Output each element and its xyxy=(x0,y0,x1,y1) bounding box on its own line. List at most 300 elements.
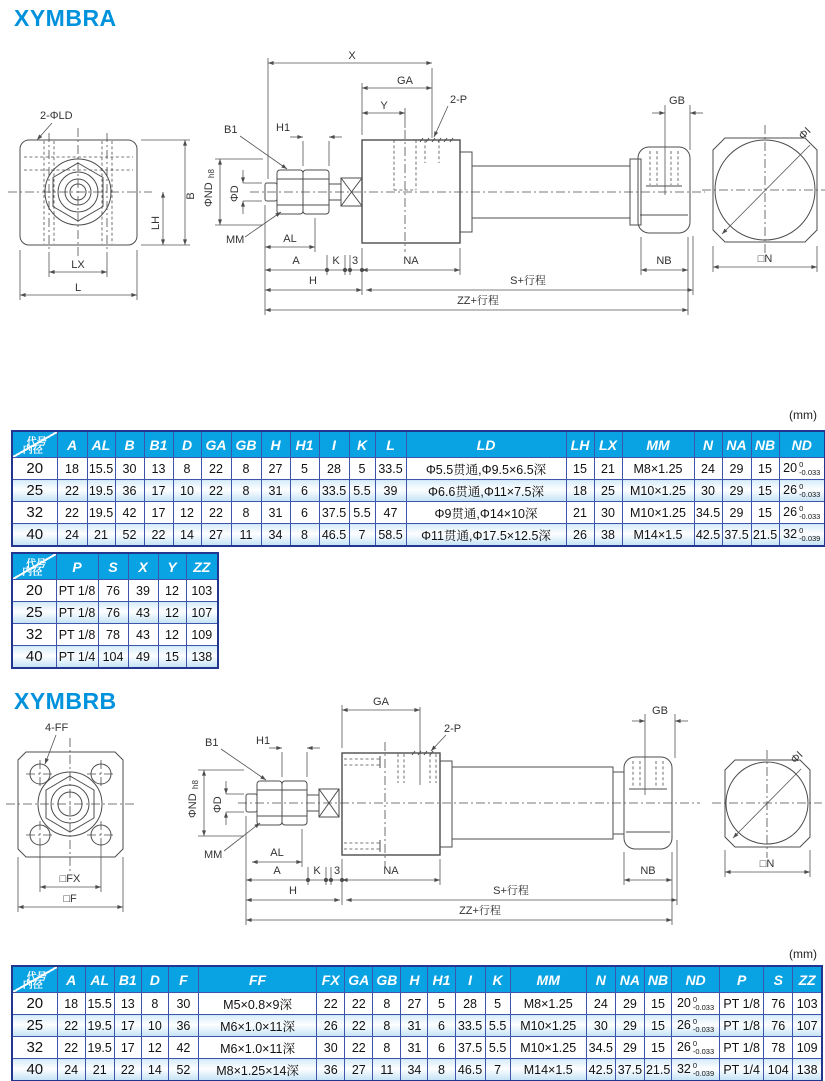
label-lh: LH xyxy=(150,215,162,231)
data-cell: 21 xyxy=(85,1059,114,1081)
data-cell: 15 xyxy=(751,502,779,524)
bore-size-cell: 20 xyxy=(12,993,57,1015)
technical-drawing-xymbra xyxy=(0,0,825,400)
data-cell: 12 xyxy=(173,502,201,524)
data-cell: 34.5 xyxy=(586,1037,615,1059)
data-cell: 33.5 xyxy=(455,1015,485,1037)
data-cell: 5 xyxy=(428,993,455,1015)
data-cell: 15.5 xyxy=(85,993,114,1015)
column-header: H xyxy=(401,966,428,993)
data-cell: 22 xyxy=(201,458,231,480)
data-cell: 52 xyxy=(168,1059,198,1081)
data-cell: 5 xyxy=(349,458,375,480)
label-ga: GA xyxy=(397,75,413,87)
data-cell: 104 xyxy=(764,1059,793,1081)
table-row xyxy=(12,502,825,524)
column-header: K xyxy=(485,966,510,993)
label-h8-b: h8 xyxy=(191,780,200,789)
data-cell: 17 xyxy=(144,480,173,502)
label-na: NA xyxy=(403,255,419,267)
data-cell: 78 xyxy=(764,1037,793,1059)
data-cell: 22 xyxy=(201,502,231,524)
data-cell: 52 xyxy=(115,524,144,547)
bore-size-cell: 32 xyxy=(12,502,57,524)
data-cell: 30 xyxy=(594,502,622,524)
table-corner-header: 代号 内径 xyxy=(12,553,56,580)
data-cell: 27 xyxy=(201,524,231,547)
data-cell: 76 xyxy=(764,993,793,1015)
label-lx: LX xyxy=(71,259,85,271)
data-cell: 27 xyxy=(261,458,290,480)
data-cell: 28 xyxy=(319,458,349,480)
column-header: AL xyxy=(85,966,114,993)
bore-size-cell: 20 xyxy=(12,458,57,480)
label-ga-b: GA xyxy=(373,696,389,708)
data-cell: M6×1.0×11深 xyxy=(198,1037,316,1059)
column-header: A xyxy=(57,966,85,993)
bore-size-cell: 25 xyxy=(12,602,56,624)
column-header: ZZ xyxy=(793,966,822,993)
data-cell: 17 xyxy=(114,1015,141,1037)
data-cell: Φ9贯通,Φ14×10深 xyxy=(406,502,566,524)
section-title-xymbra: XYMBRA xyxy=(14,5,117,31)
data-cell: 138 xyxy=(186,646,218,669)
data-cell: 15 xyxy=(751,480,779,502)
data-cell: M6×1.0×11深 xyxy=(198,1015,316,1037)
column-header: H1 xyxy=(428,966,455,993)
dimensions-table-xymbra xyxy=(11,430,825,547)
column-header: B1 xyxy=(144,431,173,458)
column-header: D xyxy=(141,966,168,993)
data-cell: 32 0 -0.039 xyxy=(779,524,825,547)
data-cell: 29 xyxy=(615,1037,644,1059)
data-cell: 26 xyxy=(566,524,594,547)
column-header: FF xyxy=(198,966,316,993)
data-cell: 43 xyxy=(128,602,158,624)
data-cell: 37.5 xyxy=(615,1059,644,1081)
column-header: D xyxy=(173,431,201,458)
data-cell: PT 1/8 xyxy=(720,993,764,1015)
bore-size-cell: 32 xyxy=(12,1037,57,1059)
data-cell: 28 xyxy=(455,993,485,1015)
label-3-b: 3 xyxy=(333,865,341,877)
data-cell: 19.5 xyxy=(87,480,115,502)
label-b: B xyxy=(185,192,197,200)
label-h1-b: H1 xyxy=(256,735,271,747)
label-2-p-b: 2-P xyxy=(444,723,462,735)
data-cell: 21.5 xyxy=(751,524,779,547)
side-view-b xyxy=(187,696,700,925)
label-a: A xyxy=(292,255,300,267)
end-view-b xyxy=(712,749,822,877)
data-cell: 43 xyxy=(128,624,158,646)
label-h1: H1 xyxy=(276,122,291,134)
data-cell: 27 xyxy=(345,1059,373,1081)
data-cell: 107 xyxy=(186,602,218,624)
data-cell: PT 1/4 xyxy=(720,1059,764,1081)
data-cell: 18 xyxy=(57,458,87,480)
label-phi-i-b: ΦI xyxy=(788,749,806,767)
data-cell: 12 xyxy=(158,602,186,624)
label-x: X xyxy=(348,50,356,62)
data-cell: 103 xyxy=(793,993,822,1015)
data-cell: 8 xyxy=(141,993,168,1015)
data-cell: 22 xyxy=(57,502,87,524)
label-a-b: A xyxy=(273,865,281,877)
data-cell: 14 xyxy=(173,524,201,547)
label-l: L xyxy=(74,282,82,294)
data-cell: 42 xyxy=(115,502,144,524)
data-cell: 18 xyxy=(57,993,85,1015)
column-header: GA xyxy=(201,431,231,458)
column-header: ZZ xyxy=(186,553,218,580)
data-cell: 42.5 xyxy=(586,1059,615,1081)
column-header: N xyxy=(694,431,722,458)
label-2-phi-ld: 2-ΦLD xyxy=(40,110,73,122)
column-header: ND xyxy=(779,431,825,458)
column-header: P xyxy=(720,966,764,993)
data-cell: 33.5 xyxy=(319,480,349,502)
data-cell: 20 0 -0.033 xyxy=(779,458,825,480)
data-cell: 21 xyxy=(566,502,594,524)
data-cell: 33.5 xyxy=(375,458,406,480)
label-2-p: 2-P xyxy=(450,94,468,106)
column-header: A xyxy=(57,431,87,458)
data-cell: 11 xyxy=(373,1059,401,1081)
data-cell: 31 xyxy=(261,480,290,502)
label-k: K xyxy=(332,255,340,267)
data-cell: 19.5 xyxy=(87,502,115,524)
data-cell: 8 xyxy=(173,458,201,480)
bore-size-cell: 40 xyxy=(12,524,57,547)
column-header: Y xyxy=(158,553,186,580)
column-header: NB xyxy=(644,966,671,993)
bore-size-cell: 32 xyxy=(12,624,56,646)
label-nb: NB xyxy=(656,255,672,267)
data-cell: 24 xyxy=(57,1059,85,1081)
table-row xyxy=(12,1037,822,1059)
data-cell: 76 xyxy=(98,602,128,624)
data-cell: 109 xyxy=(186,624,218,646)
data-cell: 21 xyxy=(594,458,622,480)
data-cell: 5.5 xyxy=(485,1037,510,1059)
data-cell: 13 xyxy=(114,993,141,1015)
data-cell: 39 xyxy=(375,480,406,502)
unit-label-b: (mm) xyxy=(789,947,817,961)
data-cell: 34.5 xyxy=(694,502,722,524)
label-square-fx: □FX xyxy=(59,873,81,885)
data-cell: 34 xyxy=(401,1059,428,1081)
table-row xyxy=(12,458,825,480)
data-cell: 21.5 xyxy=(644,1059,671,1081)
data-cell: 76 xyxy=(764,1015,793,1037)
data-cell: 22 xyxy=(144,524,173,547)
table-row xyxy=(12,524,825,547)
data-cell: 12 xyxy=(158,624,186,646)
label-phi-i: ΦI xyxy=(796,125,814,143)
data-cell: 8 xyxy=(428,1059,455,1081)
label-3: 3 xyxy=(351,255,359,267)
data-cell: 30 xyxy=(168,993,198,1015)
data-cell: 7 xyxy=(485,1059,510,1081)
label-gb-b: GB xyxy=(652,705,668,717)
data-cell: 18 xyxy=(566,480,594,502)
label-square-n-b: □N xyxy=(759,858,775,870)
data-cell: 30 xyxy=(317,1037,345,1059)
data-cell: 30 xyxy=(115,458,144,480)
label-al: AL xyxy=(283,233,297,245)
column-header: H xyxy=(261,431,290,458)
column-header: NA xyxy=(615,966,644,993)
data-cell: PT 1/8 xyxy=(720,1037,764,1059)
data-cell: 10 xyxy=(173,480,201,502)
data-cell: 6 xyxy=(428,1015,455,1037)
data-cell: 32 0 -0.039 xyxy=(672,1059,720,1081)
data-cell: 39 xyxy=(128,580,158,602)
data-cell: 42.5 xyxy=(694,524,722,547)
data-cell: 5.5 xyxy=(349,480,375,502)
column-header: AL xyxy=(87,431,115,458)
label-k-b: K xyxy=(313,865,321,877)
data-cell: 6 xyxy=(290,480,319,502)
data-cell: 29 xyxy=(722,502,751,524)
label-s-stroke-b: S+行程 xyxy=(493,885,529,897)
label-4-ff: 4-FF xyxy=(45,722,69,734)
unit-label-a: (mm) xyxy=(789,408,817,422)
data-cell: 26 0 -0.033 xyxy=(779,480,825,502)
label-zz-stroke: ZZ+行程 xyxy=(457,295,499,307)
column-header: FX xyxy=(317,966,345,993)
data-cell: 22 xyxy=(345,1015,373,1037)
data-cell: 30 xyxy=(694,480,722,502)
data-cell: 8 xyxy=(231,458,261,480)
data-cell: 12 xyxy=(158,580,186,602)
data-cell: 5 xyxy=(485,993,510,1015)
column-header: P xyxy=(56,553,98,580)
data-cell: 6 xyxy=(428,1037,455,1059)
data-cell: 49 xyxy=(128,646,158,669)
data-cell: PT 1/8 xyxy=(56,602,98,624)
data-cell: 29 xyxy=(615,993,644,1015)
table-row xyxy=(12,602,218,624)
data-cell: M10×1.25 xyxy=(510,1015,586,1037)
data-cell: 31 xyxy=(401,1015,428,1037)
data-cell: M14×1.5 xyxy=(510,1059,586,1081)
column-header: MM xyxy=(622,431,694,458)
data-cell: 22 xyxy=(57,480,87,502)
table-row xyxy=(12,580,218,602)
data-cell: 6 xyxy=(290,502,319,524)
dimensions-table-xymbrb xyxy=(11,965,823,1081)
data-cell: 25 xyxy=(594,480,622,502)
data-cell: 31 xyxy=(401,1037,428,1059)
data-cell: 24 xyxy=(586,993,615,1015)
data-cell: 22 xyxy=(345,993,373,1015)
column-header: GB xyxy=(231,431,261,458)
label-al-b: AL xyxy=(270,847,284,859)
column-header: NA xyxy=(722,431,751,458)
data-cell: 109 xyxy=(793,1037,822,1059)
column-header: LX xyxy=(594,431,622,458)
data-cell: 36 xyxy=(317,1059,345,1081)
technical-drawing-xymbrb xyxy=(0,680,825,942)
data-cell: 15 xyxy=(644,993,671,1015)
data-cell: 24 xyxy=(57,524,87,547)
data-cell: 37.5 xyxy=(455,1037,485,1059)
data-cell: 12 xyxy=(141,1037,168,1059)
data-cell: 8 xyxy=(373,993,401,1015)
data-cell: 8 xyxy=(373,1037,401,1059)
column-header: S xyxy=(98,553,128,580)
data-cell: 8 xyxy=(231,502,261,524)
data-cell: 15 xyxy=(644,1015,671,1037)
data-cell: 26 xyxy=(317,1015,345,1037)
data-cell: 47 xyxy=(375,502,406,524)
column-header: GB xyxy=(373,966,401,993)
label-gb: GB xyxy=(669,95,685,107)
label-na-b: NA xyxy=(383,865,399,877)
data-cell: 19.5 xyxy=(85,1037,114,1059)
table-row xyxy=(12,1059,822,1081)
data-cell: 11 xyxy=(231,524,261,547)
data-cell: 26 0 -0.033 xyxy=(779,502,825,524)
data-cell: PT 1/8 xyxy=(56,624,98,646)
data-cell: PT 1/8 xyxy=(56,580,98,602)
data-cell: 15 xyxy=(566,458,594,480)
column-header: F xyxy=(168,966,198,993)
label-y: Y xyxy=(380,100,388,112)
data-cell: 29 xyxy=(615,1015,644,1037)
data-cell: 10 xyxy=(141,1015,168,1037)
label-h8: h8 xyxy=(207,169,216,178)
side-view-a xyxy=(203,50,705,315)
data-cell: 46.5 xyxy=(455,1059,485,1081)
bore-size-cell: 25 xyxy=(12,480,57,502)
label-phi-d: ΦD xyxy=(229,185,241,202)
data-cell: 36 xyxy=(168,1015,198,1037)
data-cell: 29 xyxy=(722,458,751,480)
label-square-f: □F xyxy=(63,893,77,905)
data-cell: M5×0.8×9深 xyxy=(198,993,316,1015)
data-cell: 78 xyxy=(98,624,128,646)
bore-size-cell: 40 xyxy=(12,1059,57,1081)
label-phi-d-b: ΦD xyxy=(212,796,224,813)
column-header: NB xyxy=(751,431,779,458)
table-row xyxy=(12,646,218,669)
data-cell: 17 xyxy=(144,502,173,524)
data-cell: 15 xyxy=(751,458,779,480)
data-cell: M8×1.25×14深 xyxy=(198,1059,316,1081)
table-corner-header: 代号 内径 xyxy=(12,966,57,993)
data-cell: M14×1.5 xyxy=(622,524,694,547)
section-title-xymbrb: XYMBRB xyxy=(14,688,117,714)
data-cell: 21 xyxy=(87,524,115,547)
table-row xyxy=(12,1015,822,1037)
data-cell: 17 xyxy=(114,1037,141,1059)
data-cell: 19.5 xyxy=(85,1015,114,1037)
data-cell: 38 xyxy=(594,524,622,547)
data-cell: 46.5 xyxy=(319,524,349,547)
data-cell: 8 xyxy=(373,1015,401,1037)
label-b1: B1 xyxy=(224,124,238,136)
label-phi-nd: ΦND xyxy=(203,182,215,207)
label-mm-b: MM xyxy=(204,849,223,861)
column-header: GA xyxy=(345,966,373,993)
data-cell: 5.5 xyxy=(349,502,375,524)
data-cell: 76 xyxy=(98,580,128,602)
data-cell: 30 xyxy=(586,1015,615,1037)
bore-size-cell: 25 xyxy=(12,1015,57,1037)
data-cell: 8 xyxy=(290,524,319,547)
data-cell: 15.5 xyxy=(87,458,115,480)
data-cell: 22 xyxy=(114,1059,141,1081)
data-cell: M10×1.25 xyxy=(622,502,694,524)
column-header: S xyxy=(764,966,793,993)
table-row xyxy=(12,480,825,502)
table-row xyxy=(12,993,822,1015)
data-cell: M10×1.25 xyxy=(622,480,694,502)
data-cell: 5 xyxy=(290,458,319,480)
label-phi-nd-b: ΦND xyxy=(187,793,199,818)
data-cell: 42 xyxy=(168,1037,198,1059)
data-cell: 13 xyxy=(144,458,173,480)
data-cell: 24 xyxy=(694,458,722,480)
end-view-a xyxy=(702,125,825,272)
label-h: H xyxy=(309,275,317,287)
label-zz-stroke-b: ZZ+行程 xyxy=(459,905,501,917)
data-cell: PT 1/4 xyxy=(56,646,98,669)
data-cell: 26 0 -0.033 xyxy=(672,1037,720,1059)
front-view-flange-b xyxy=(6,722,136,912)
column-header: L xyxy=(375,431,406,458)
data-cell: 22 xyxy=(317,993,345,1015)
data-cell: Φ5.5贯通,Φ9.5×6.5深 xyxy=(406,458,566,480)
data-cell: 5.5 xyxy=(485,1015,510,1037)
label-h-b: H xyxy=(289,885,297,897)
data-cell: 15 xyxy=(158,646,186,669)
column-header: ND xyxy=(672,966,720,993)
data-cell: 37.5 xyxy=(319,502,349,524)
column-header: X xyxy=(128,553,158,580)
data-cell: M10×1.25 xyxy=(510,1037,586,1059)
table-row xyxy=(12,624,218,646)
ports-table-xymbra xyxy=(11,552,219,669)
bore-size-cell: 40 xyxy=(12,646,56,669)
table-corner-header: 代号 内径 xyxy=(12,431,57,458)
bore-size-cell: 20 xyxy=(12,580,56,602)
data-cell: 27 xyxy=(401,993,428,1015)
data-cell: M8×1.25 xyxy=(510,993,586,1015)
data-cell: M8×1.25 xyxy=(622,458,694,480)
front-view-flange-a xyxy=(8,110,197,300)
data-cell: Φ6.6贯通,Φ11×7.5深 xyxy=(406,480,566,502)
data-cell: 26 0 -0.033 xyxy=(672,1015,720,1037)
data-cell: 104 xyxy=(98,646,128,669)
data-cell: 29 xyxy=(722,480,751,502)
data-cell: 22 xyxy=(345,1037,373,1059)
data-cell: 20 0 -0.033 xyxy=(672,993,720,1015)
column-header: B1 xyxy=(114,966,141,993)
data-cell: 22 xyxy=(57,1037,85,1059)
data-cell: 15 xyxy=(644,1037,671,1059)
data-cell: 103 xyxy=(186,580,218,602)
data-cell: 58.5 xyxy=(375,524,406,547)
data-cell: 22 xyxy=(201,480,231,502)
column-header: LD xyxy=(406,431,566,458)
data-cell: 14 xyxy=(141,1059,168,1081)
data-cell: PT 1/8 xyxy=(720,1015,764,1037)
data-cell: 22 xyxy=(57,1015,85,1037)
